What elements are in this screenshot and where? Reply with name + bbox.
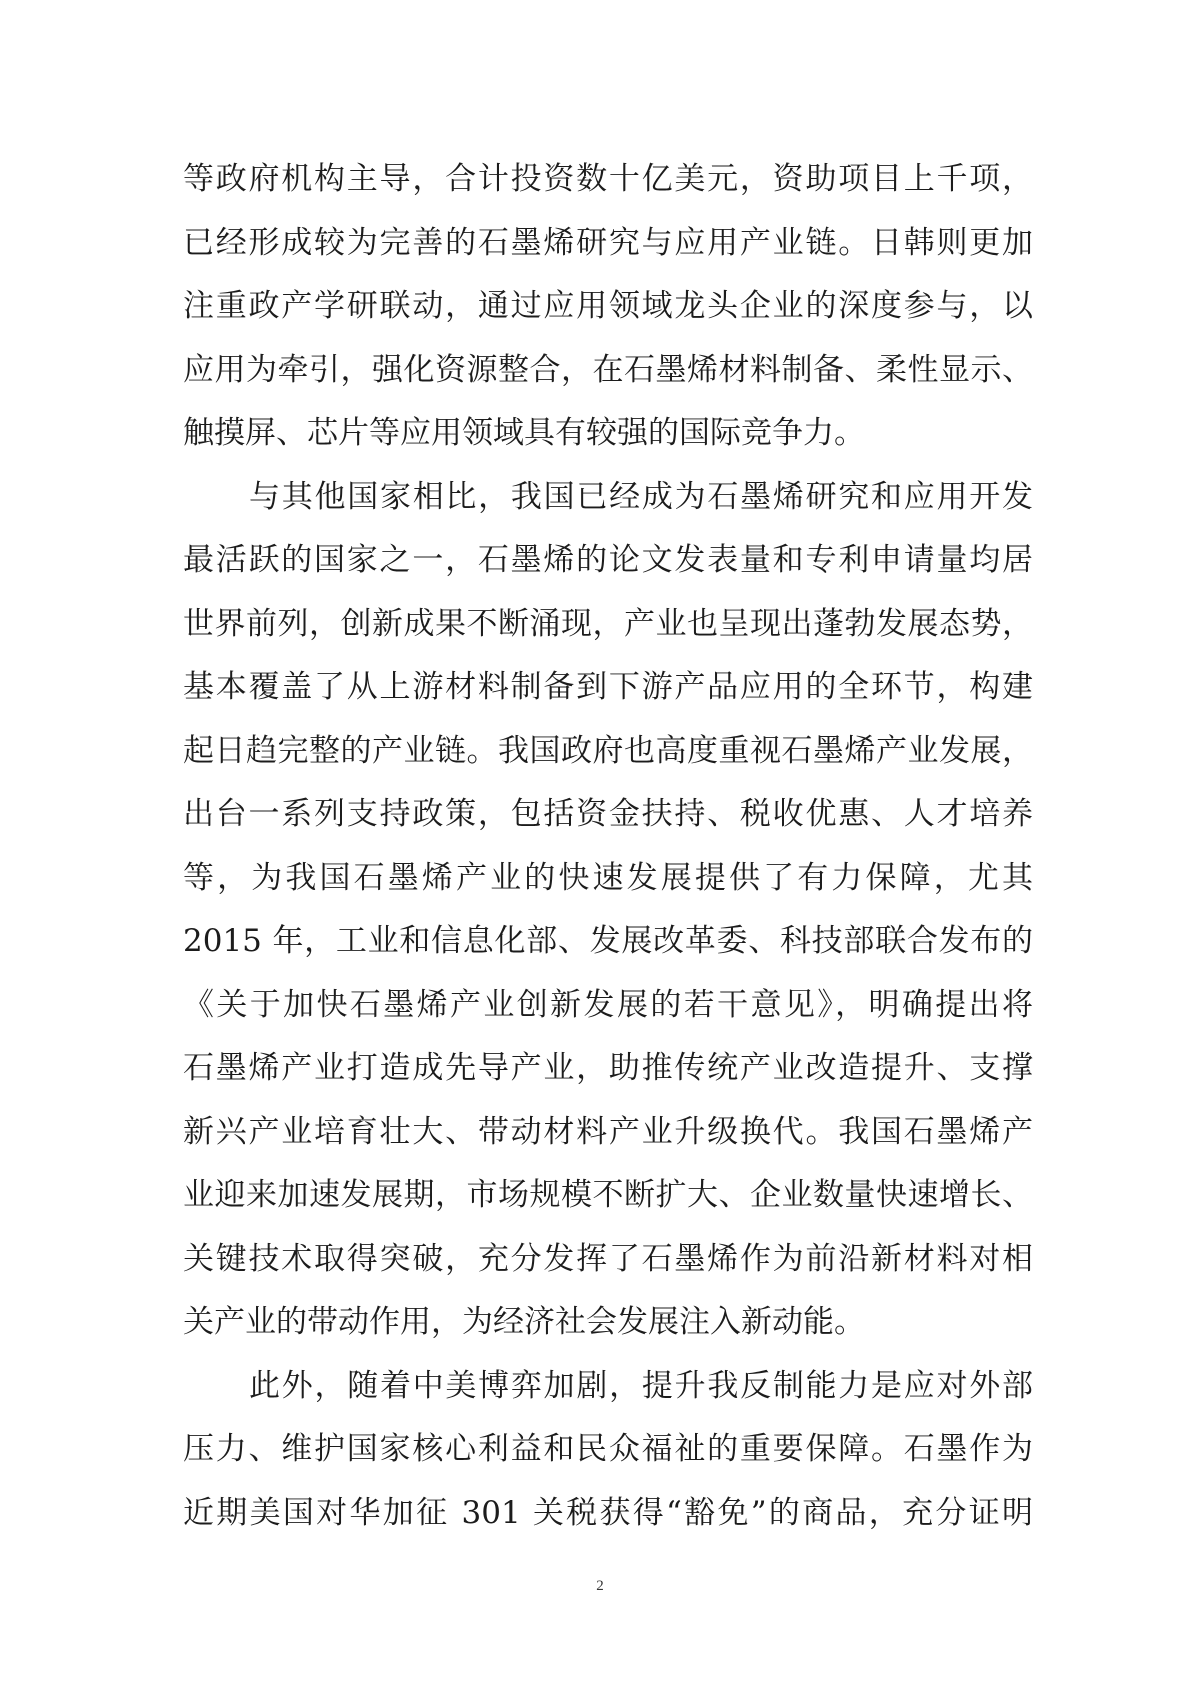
text-line: 《关于加快石墨烯产业创新发展的若干意见》，明确提出将 xyxy=(183,986,1033,1023)
text-line: 近期美国对华加征 301 关税获得“豁免”的商品，充分证明 xyxy=(183,1494,1033,1531)
text-line: 出台一系列支持政策，包括资金扶持、税收优惠、人才培养 xyxy=(183,796,1033,832)
text-line: 世界前列，创新成果不断涌现，产业也呈现出蓬勃发展态势， xyxy=(183,605,1033,642)
text-line: 应用为牵引，强化资源整合，在石墨烯材料制备、柔性显示、 xyxy=(183,351,1033,388)
text-line: 关产业的带动作用，为经济社会发展注入新动能。 xyxy=(183,1304,865,1340)
text-line: 石墨烯产业打造成先导产业，助推传统产业改造提升、支撑 xyxy=(183,1050,1033,1086)
text-line: 注重政产学研联动，通过应用领域龙头企业的深度参与，以 xyxy=(183,288,1033,324)
page-number: 2 xyxy=(596,1578,604,1594)
text-line: 等政府机构主导，合计投资数十亿美元，资助项目上千项， xyxy=(183,161,1033,197)
text-line: 新兴产业培育壮大、带动材料产业升级换代。我国石墨烯产 xyxy=(183,1113,1033,1150)
text-line: 等，为我国石墨烯产业的快速发展提供了有力保障，尤其 xyxy=(183,859,1033,896)
text-line: 触摸屏、芯片等应用领域具有较强的国际竞争力。 xyxy=(183,415,865,451)
text-line: 与其他国家相比，我国已经成为石墨烯研究和应用开发 xyxy=(249,478,1033,515)
text-line: 此外，随着中美博弈加剧，提升我反制能力是应对外部 xyxy=(249,1367,1033,1404)
text-line: 2015 年，工业和信息化部、发展改革委、科技部联合发布的 xyxy=(183,923,1033,959)
text-line: 关键技术取得突破，充分发挥了石墨烯作为前沿新材料对相 xyxy=(183,1240,1033,1277)
text-line: 最活跃的国家之一，石墨烯的论文发表量和专利申请量均居 xyxy=(183,542,1033,578)
text-line: 起日趋完整的产业链。我国政府也高度重视石墨烯产业发展， xyxy=(183,732,1033,769)
text-line: 已经形成较为完善的石墨烯研究与应用产业链。日韩则更加 xyxy=(183,224,1033,261)
body-text xyxy=(183,148,1033,1545)
text-line: 业迎来加速发展期，市场规模不断扩大、企业数量快速增长、 xyxy=(183,1177,1033,1213)
text-line: 基本覆盖了从上游材料制备到下游产品应用的全环节，构建 xyxy=(183,669,1033,705)
text-line: 压力、维护国家核心利益和民众福祉的重要保障。石墨作为 xyxy=(183,1431,1033,1467)
